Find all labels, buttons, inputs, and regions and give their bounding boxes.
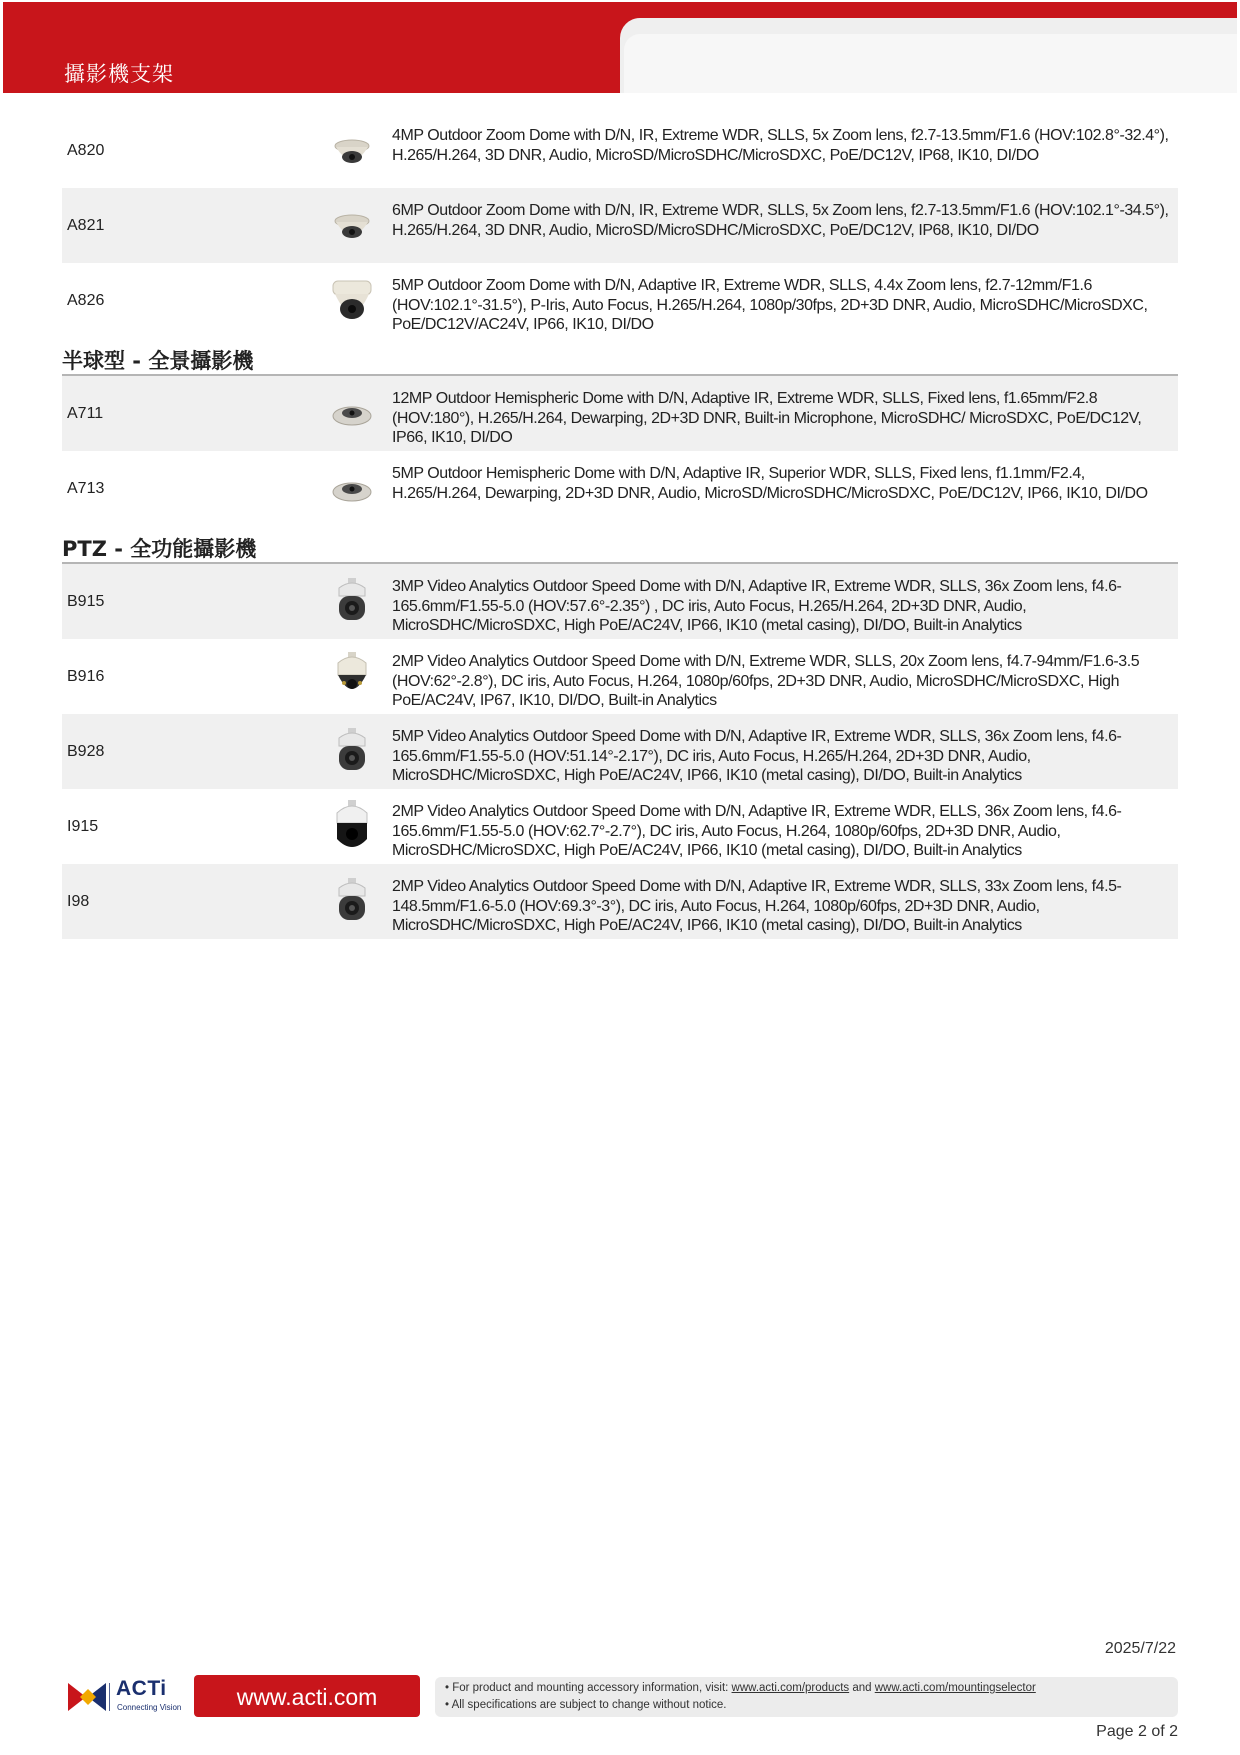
section-title-panoramic: 半球型 - 全景攝影機 (62, 349, 254, 373)
model-name: B916 (67, 668, 105, 685)
model-name: I98 (67, 893, 90, 910)
ptz-camera-icon (327, 789, 377, 864)
table-row (62, 188, 1178, 263)
logo-wordmark: ACTi (116, 1677, 167, 1700)
model-name: A820 (67, 142, 105, 159)
model-name: I915 (67, 818, 99, 835)
model-name: B915 (67, 593, 105, 610)
table-row (62, 113, 1178, 188)
note-and: and (849, 1682, 875, 1694)
table-row (62, 714, 1178, 789)
ptz-camera-icon (327, 564, 377, 639)
dome-camera-icon (327, 113, 377, 188)
product-description: 2MP Video Analytics Outdoor Speed Dome with D/N, Adaptive IR, Extreme WDR, ELLS, 36x Zoom lens, f4.6-165.6mm/F1.55-5.0 (HOV:62.7°-2.7°), DC iris, Auto Focus, H.264, 1080p/60fps, 2D+3D DNR, Audio, MicroSDHC/MicroSDXC, High PoE/AC24V, IP66, IK10 (metal casing), DI/DO, Built-in Analytics (392, 803, 1122, 859)
product-description: 4MP Outdoor Zoom Dome with D/N, IR, Extreme WDR, SLLS, 5x Zoom lens, f2.7-13.5mm/F1.6 (HOV:102.8°-32.4°), H.265/H.264, 3D DNR, Audio, MicroSD/MicroSDHC/MicroSDXC, PoE/DC12V, IP68, IK10, DI/DO (392, 127, 1169, 164)
dome-camera-icon (327, 263, 377, 338)
document-date: 2025/7/22 (1104, 1640, 1176, 1657)
ptz-camera-icon (327, 639, 377, 714)
note-line-disclaimer: • All specifications are subject to change without notice. (445, 1699, 727, 1711)
fisheye-camera-icon (327, 376, 377, 451)
model-name: A711 (67, 405, 104, 422)
product-description: 5MP Outdoor Hemispheric Dome with D/N, Adaptive IR, Superior WDR, SLLS, Fixed lens, f1.1mm/F2.4, H.265/H.264, Dewarping, 2D+3D DNR, Audio, MicroSD/MicroSDHC/MicroSDXC, PoE/DC12V, IP66, IK10, DI/DO (392, 465, 1148, 502)
product-description: 6MP Outdoor Zoom Dome with D/N, IR, Extreme WDR, SLLS, 5x Zoom lens, f2.7-13.5mm/F1.6 (HOV:102.1°-34.5°), H.265/H.264, 3D DNR, Audio, MicroSD/MicroSDHC/MicroSDXC, PoE/DC12V, IP68, IK10, DI/DO (392, 202, 1169, 239)
product-description: 2MP Video Analytics Outdoor Speed Dome with D/N, Extreme WDR, SLLS, 20x Zoom lens, f4.7-94mm/F1.6-3.5 (HOV:62°-2.8°), DC iris, Auto Focus, H.264, 1080p/60fps, 2D+3D DNR, Audio, MicroSDHC/MicroSDXC, High PoE/AC24V, IP67, IK10, DI/DO, Built-in Analytics (392, 653, 1140, 709)
header-grey-tab-inner (624, 34, 1237, 93)
product-description: 5MP Video Analytics Outdoor Speed Dome with D/N, Adaptive IR, Extreme WDR, SLLS, 36x Zoom lens, f4.6-165.6mm/F1.55-5.0 (HOV:51.14°-2.17°), DC iris, Auto Focus, H.265/H.264, 2D+3D DNR, Audio, MicroSDHC/MicroSDXC, High PoE/AC24V, IP66, IK10 (metal casing), DI/DO, Built-in Analytics (392, 728, 1122, 784)
mounting-selector-link[interactable]: www.acti.com/mountingselector (874, 1682, 1036, 1694)
acti-logo (66, 1677, 186, 1719)
website-link-box[interactable] (194, 1675, 420, 1717)
footer-notes (435, 1677, 1178, 1717)
model-name: A821 (67, 217, 105, 234)
dome-camera-icon (327, 188, 377, 263)
table-row (62, 376, 1178, 451)
page-title: 攝影機支架 (64, 62, 174, 86)
acti-logo-mark-icon (66, 1679, 110, 1715)
table-row (62, 639, 1178, 714)
table-row (62, 451, 1178, 526)
product-description: 3MP Video Analytics Outdoor Speed Dome with D/N, Adaptive IR, Extreme WDR, SLLS, 36x Zoom lens, f4.6-165.6mm/F1.55-5.0 (HOV:57.6°-2.35°) , DC iris, Auto Focus, H.265/H.264, 2D+3D DNR, Audio, MicroSDHC/MicroSDXC, High PoE/AC24V, IP66, IK10 (metal casing), DI/DO, Built-in Analytics (392, 578, 1122, 634)
page-header (0, 0, 1240, 95)
product-description: 2MP Video Analytics Outdoor Speed Dome with D/N, Adaptive IR, Extreme WDR, SLLS, 33x Zoom lens, f4.5-148.5mm/F1.6-5.0 (HOV:69.3°-3°), DC iris, Auto Focus, H.264, 1080p/60fps, 2D+3D DNR, Audio, MicroSDHC/MicroSDXC, High PoE/AC24V, IP66, IK10 (metal casing), DI/DO, Built-in Analytics (392, 878, 1122, 934)
product-description: 12MP Outdoor Hemispheric Dome with D/N, Adaptive IR, Extreme WDR, SLLS, Fixed lens, f1.65mm/F2.8 (HOV:180°), H.265/H.264, Dewarping, 2D+3D DNR, Built-in Microphone, MicroSDHC/ MicroSDXC, PoE/DC12V, IP66, IK10, DI/DO (392, 390, 1142, 446)
model-name: B928 (67, 743, 105, 760)
website-url[interactable]: www.acti.com (236, 1684, 378, 1710)
note-prefix: • For product and mounting accessory information, visit: (445, 1682, 732, 1694)
model-name: A826 (67, 292, 105, 309)
table-row (62, 864, 1178, 939)
note-line-products (445, 1682, 1036, 1694)
products-link[interactable]: www.acti.com/products (731, 1682, 850, 1694)
table-row (62, 263, 1178, 338)
ptz-camera-icon (327, 714, 377, 789)
table-row (62, 789, 1178, 864)
page-number: Page 2 of 2 (1096, 1723, 1178, 1740)
fisheye-camera-icon (327, 451, 377, 526)
logo-tagline: Connecting Vision (117, 1703, 182, 1712)
section-title-ptz: PTZ - 全功能攝影機 (62, 537, 257, 561)
table-row (62, 564, 1178, 639)
product-description: 5MP Outdoor Zoom Dome with D/N, Adaptive IR, Extreme WDR, SLLS, 4.4x Zoom lens, f2.7-12mm/F1.6 (HOV:102.1°-31.5°), P-Iris, Auto Focus, H.265/H.264, 1080p/30fps, 2D+3D DNR, Audio, MicroSDHC/MicroSDXC, PoE/DC12V/AC24V, IP66, IK10, DI/DO (392, 277, 1148, 333)
ptz-camera-icon (327, 864, 377, 939)
model-name: A713 (67, 480, 105, 497)
